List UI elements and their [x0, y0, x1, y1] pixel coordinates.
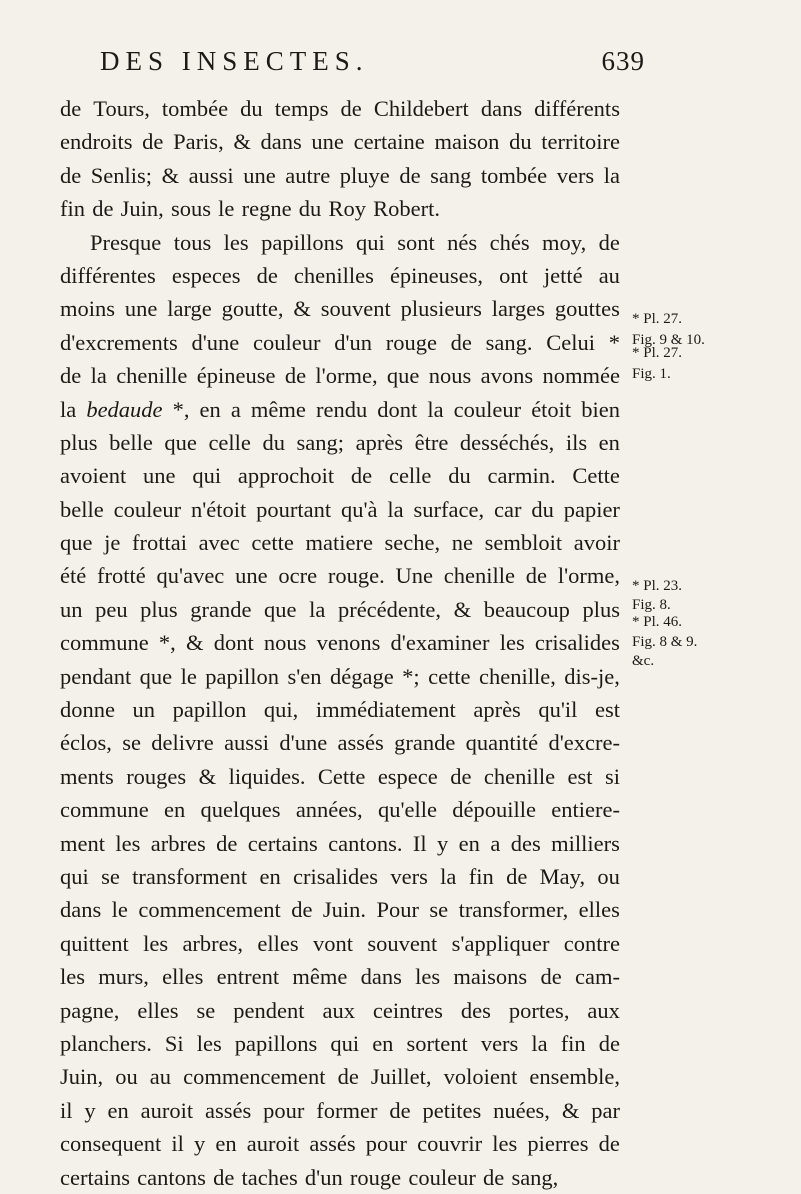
text-line: quittent les arbres, elles vont souvent s'appliquer contre [60, 930, 620, 956]
text-line: donne un papillon qui, immédiatement après qu'il est [60, 697, 620, 723]
text-line: d'excrements d'une couleur d'un rouge de sang. Celui * [60, 329, 620, 355]
text-line: planchers. Si les papillons qui en sortent vers la fin de [60, 1030, 620, 1056]
text-line: éclos, se delivre aussi d'une assés grande quantité d'excre- [60, 730, 620, 756]
text-line: fin de Juin, sous le regne du Roy Robert. [60, 196, 441, 222]
margin-note: * Pl. 27. [632, 345, 683, 361]
margin-note: Fig. 8. [632, 597, 671, 613]
text-line: pagne, elles se pendent aux ceintres des portes, aux [60, 997, 620, 1023]
text-line: il y en auroit assés pour former de petites nuées, & par [60, 1097, 620, 1123]
text-line: ments rouges & liquides. Cette espece de chenille est si [60, 763, 620, 789]
margin-note: * Pl. 23. [632, 578, 683, 594]
margin-note: Fig. 8 & 9. [632, 634, 698, 650]
margin-note: Fig. 1. [632, 366, 671, 382]
text-line: un peu plus grande que la précédente, & beaucoup plus [60, 596, 620, 622]
text-line: certains cantons de taches d'un rouge couleur de sang, [60, 1164, 559, 1190]
text-line: moins une large goutte, & souvent plusieurs larges gouttes [60, 296, 620, 322]
text-line: été frotté qu'avec une ocre rouge. Une chenille de l'orme, [60, 563, 620, 589]
margin-note: Fig. 9 & 10. [632, 332, 705, 348]
text-line: de Tours, tombée du temps de Childebert dans différents [60, 96, 620, 121]
text-line: plus belle que celle du sang; après être desséchés, ils en [60, 429, 620, 455]
page-header [100, 44, 645, 88]
text-line: la bedaude *, en a même rendu dont la couleur étoit bien [60, 396, 620, 422]
page-number: 639 [601, 46, 645, 76]
text-line: Presque tous les papillons qui sont nés chés moy, de [90, 229, 620, 255]
text-line: les murs, elles entrent même dans les maisons de cam- [60, 964, 620, 990]
margin-note: * Pl. 46. [632, 614, 683, 630]
text-line: que je frottai avec cette matiere seche, ne sembloit avoir [60, 530, 620, 556]
text-line: Juin, ou au commencement de Juillet, voloient ensemble, [60, 1064, 620, 1090]
text-line: qui se transforment en crisalides vers la fin de May, ou [60, 863, 620, 889]
body-text [60, 92, 620, 1194]
margin-note: &c. [632, 653, 655, 669]
text-line: avoient une qui approchoit de celle du carmin. Cette [60, 463, 620, 489]
text-line: ment les arbres de certains cantons. Il y en a des milliers [60, 830, 620, 856]
text-line: commune en quelques années, qu'elle dépouille entiere- [60, 797, 620, 823]
margin-note: * Pl. 27. [632, 311, 683, 327]
text-line: de la chenille épineuse de l'orme, que nous avons nommée [60, 363, 620, 389]
text-line: de Senlis; & aussi une autre pluye de sang tombée vers la [60, 162, 620, 188]
running-title: DES INSECTES. [100, 46, 369, 76]
text-line: dans le commencement de Juin. Pour se transformer, elles [60, 897, 620, 923]
text-line: pendant que le papillon s'en dégage *; cette chenille, dis-je, [60, 663, 620, 689]
text-line: endroits de Paris, & dans une certaine maison du territoire [60, 129, 620, 155]
text-line: consequent il y en auroit assés pour couvrir les pierres de [60, 1131, 620, 1157]
text-line: différentes especes de chenilles épineuses, ont jetté au [60, 262, 620, 288]
text-line: belle couleur n'étoit pourtant qu'à la surface, car du papier [60, 496, 620, 522]
text-line: commune *, & dont nous venons d'examiner les crisalides [60, 630, 620, 656]
